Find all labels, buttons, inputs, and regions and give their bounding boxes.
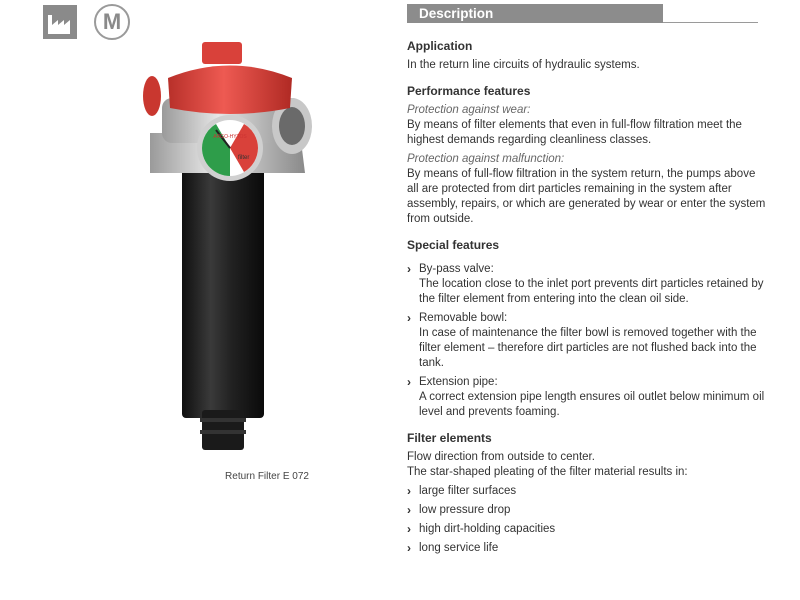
wear-label: Protection against wear: xyxy=(407,104,531,116)
filter-benefit: low pressure drop xyxy=(419,504,511,516)
bowl-title: Removable bowl: xyxy=(419,312,508,324)
bullet-marker: › xyxy=(407,311,411,325)
image-caption: Return Filter E 072 xyxy=(225,471,309,482)
application-text: In the return line circuits of hydraulic systems. xyxy=(407,59,640,71)
list-item xyxy=(407,503,767,518)
pipe-title: Extension pipe: xyxy=(419,376,498,388)
description-content xyxy=(407,39,767,556)
bullet-marker: › xyxy=(407,541,411,555)
filter-benefit: high dirt-holding capacities xyxy=(419,523,556,535)
wear-text: By means of filter elements that even in full-flow filtration meet the highest demands regarding cleanliness classes. xyxy=(407,119,742,146)
m-circle-icon: M xyxy=(94,4,130,40)
bypass-title: By-pass valve: xyxy=(419,263,494,275)
filter-benefit: large filter surfaces xyxy=(419,485,517,497)
filter-elements-line-1: Flow direction from outside to center. xyxy=(407,451,595,463)
bullet-marker: › xyxy=(407,484,411,498)
filter-benefit: long service life xyxy=(419,542,499,554)
filter-elements-heading: Filter elements xyxy=(407,431,492,445)
performance-heading: Performance features xyxy=(407,84,531,98)
bullet-marker: › xyxy=(407,375,411,389)
list-item xyxy=(407,262,767,307)
list-item xyxy=(407,541,767,556)
header-rule xyxy=(663,22,758,23)
list-item xyxy=(407,522,767,537)
gauge-text-2: filter xyxy=(238,155,250,161)
gauge-text-1: ARGO-HYTOS xyxy=(213,134,247,140)
pipe-text: A correct extension pipe length ensures oil outlet below minimum oil level and prevents foaming. xyxy=(419,391,765,418)
list-item xyxy=(407,311,767,371)
bowl-text: In case of maintenance the filter bowl is removed together with the filter element – therefore dirt particles are not flushed back into the tank. xyxy=(419,327,757,369)
filter-elements-line-2: The star-shaped pleating of the filter material results in: xyxy=(407,466,688,478)
section-header: Description xyxy=(407,4,663,23)
list-item xyxy=(407,375,767,420)
bullet-marker: › xyxy=(407,522,411,536)
list-item xyxy=(407,484,767,499)
factory-icon xyxy=(43,5,77,39)
bullet-marker: › xyxy=(407,262,411,276)
special-heading: Special features xyxy=(407,238,500,252)
application-heading: Application xyxy=(407,39,473,53)
bullet-marker: › xyxy=(407,503,411,517)
product-image xyxy=(130,38,330,458)
malfunction-text: By means of full-flow filtration in the system return, the pumps above all are protected from dirt particles remaining in the system after assembly, repairs, or which are generated by wear or enter the system from outside. xyxy=(407,168,766,225)
bypass-text: The location close to the inlet port prevents dirt particles retained by the filter element from entering into the clean oil side. xyxy=(419,278,764,305)
malfunction-label: Protection against malfunction: xyxy=(407,153,565,165)
